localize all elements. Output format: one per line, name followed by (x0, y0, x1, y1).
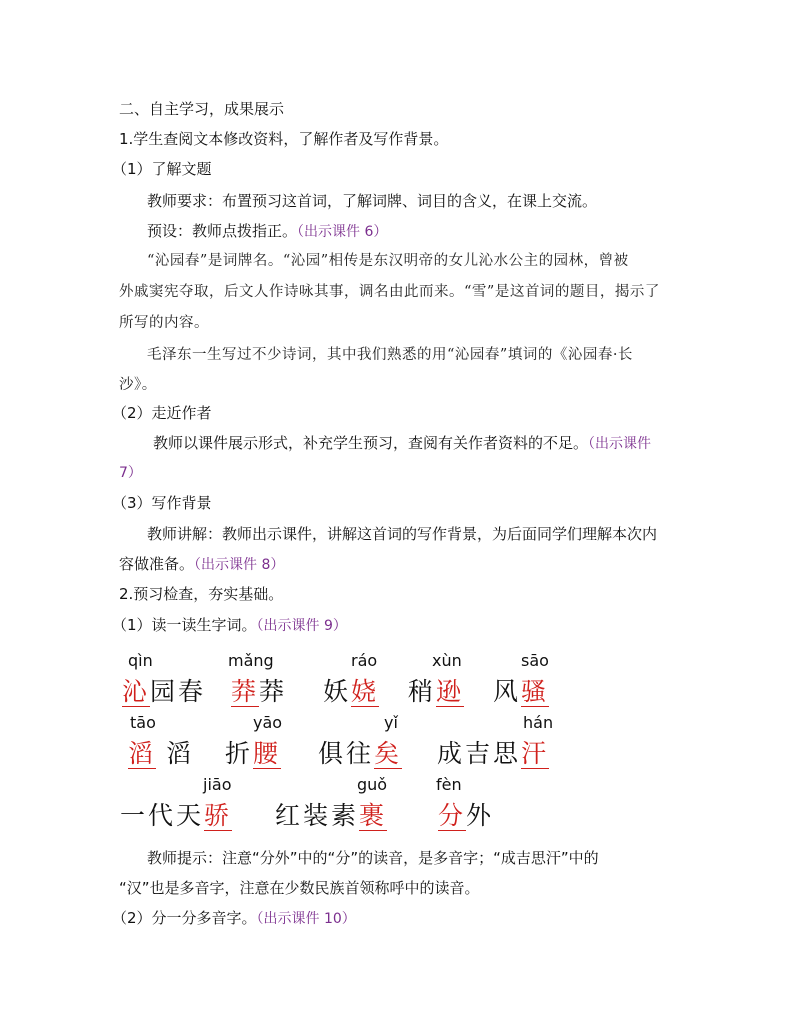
vocab-row-1 (0, 652, 794, 722)
section-heading: 二、自主学习，成果展示 (119, 100, 285, 118)
subheading-2-2-text: （2）分一分多音字。 (112, 909, 257, 927)
quote-1-line-2: 外戚窦宪夺取，后文人作诗咏其事，调名由此而来。“雪”是这首词的题目，揭示了 (119, 284, 660, 300)
target-char: 分 (438, 801, 467, 830)
pinyin: jiāo (203, 775, 232, 794)
explain-line-1: 教师讲解：教师出示课件，讲解这首词的写作背景，为后面同学们理解本次内 (147, 525, 658, 543)
target-char: 娆 (351, 677, 380, 706)
context-chars: 稍 (408, 677, 437, 706)
pinyin: sāo (521, 651, 549, 670)
pinyin: ráo (351, 651, 378, 670)
teacher-author-text: 教师以课件展示形式，补充学生预习，查阅有关作者资料的不足。 (153, 434, 589, 452)
context-chars: 莽 (259, 677, 288, 706)
preset-line (147, 220, 387, 243)
context-chars: 风 (493, 677, 522, 706)
context-chars: 滔 (166, 739, 195, 768)
context-chars: 一代天 (120, 801, 205, 830)
pinyin: fèn (436, 775, 462, 794)
vocab-row-3 (0, 776, 794, 846)
subheading-2-1 (112, 614, 347, 637)
context-chars: 外 (466, 801, 495, 830)
pinyin: tāo (130, 713, 156, 732)
quote-1-line-1: “沁园春”是词牌名。“沁园”相传是东汉明帝的女儿沁水公主的园林，曾被 (147, 253, 629, 269)
pinyin: qìn (128, 651, 153, 670)
target-char: 滔 (128, 739, 157, 768)
item-2: 2.预习检查，夯实基础。 (119, 585, 284, 603)
quote-2-line-1: 毛泽东一生写过不少诗词，其中我们熟悉的用“沁园春”填词的《沁园春·长 (147, 347, 633, 363)
target-char: 逊 (436, 677, 465, 706)
quote-2-line-2: 沙》。 (119, 377, 157, 393)
context-chars: 园春 (150, 677, 207, 706)
explain-line-2 (119, 553, 284, 576)
quote-1-line-3: 所写的内容。 (119, 315, 209, 331)
pinyin: hán (523, 713, 554, 732)
target-char: 腰 (253, 739, 282, 768)
context-chars: 俱往 (318, 739, 375, 768)
context-chars: 红装素 (275, 801, 360, 830)
subheading-2-1-text: （1）读一读生字词。 (112, 616, 257, 634)
target-char: 骚 (521, 677, 550, 706)
courseware-ref-7b: 7） (119, 465, 142, 481)
subheading-2-2 (112, 907, 356, 930)
target-char: 骄 (204, 801, 233, 830)
courseware-ref-8: （出示课件 8） (194, 557, 285, 573)
target-char: 汗 (521, 739, 550, 768)
target-char: 沁 (122, 677, 151, 706)
target-char: 裹 (359, 801, 388, 830)
courseware-ref-7a: （出示课件 (588, 436, 652, 452)
target-char: 莽 (231, 677, 260, 706)
pinyin: yǐ (384, 713, 398, 732)
subheading-2: （2）走近作者 (112, 404, 212, 422)
pinyin: guǒ (357, 775, 388, 794)
teacher-author-line (153, 432, 651, 455)
subheading-3: （3）写作背景 (112, 494, 212, 512)
courseware-ref-10: （出示课件 10） (256, 911, 356, 927)
subheading-1: （1）了解文题 (112, 160, 212, 178)
context-chars: 折 (225, 739, 254, 768)
teacher-requirement: 教师要求：布置预习这首词，了解词牌、词目的含义，在课上交流。 (147, 192, 598, 210)
context-chars: 成吉思 (437, 739, 522, 768)
target-char: 矣 (374, 739, 403, 768)
hint-line-1: 教师提示：注意“分外”中的“分”的读音，是多音字；“成吉思汗”中的 (147, 849, 599, 867)
hint-line-2: “汉”也是多音字，注意在少数民族首领称呼中的读音。 (119, 879, 480, 897)
courseware-ref-6: （出示课件 6） (297, 224, 388, 240)
item-1: 1.学生查阅文本修改资料，了解作者及写作背景。 (119, 130, 449, 148)
context-chars: 妖 (323, 677, 352, 706)
preset-text: 预设：教师点拨指正。 (147, 222, 298, 240)
explain-text-2: 容做准备。 (119, 555, 195, 573)
courseware-ref-9: （出示课件 9） (256, 618, 347, 634)
vocab-row-2 (0, 714, 794, 784)
pinyin: xùn (432, 651, 462, 670)
pinyin: yāo (253, 713, 283, 732)
pinyin: mǎng (228, 651, 274, 670)
